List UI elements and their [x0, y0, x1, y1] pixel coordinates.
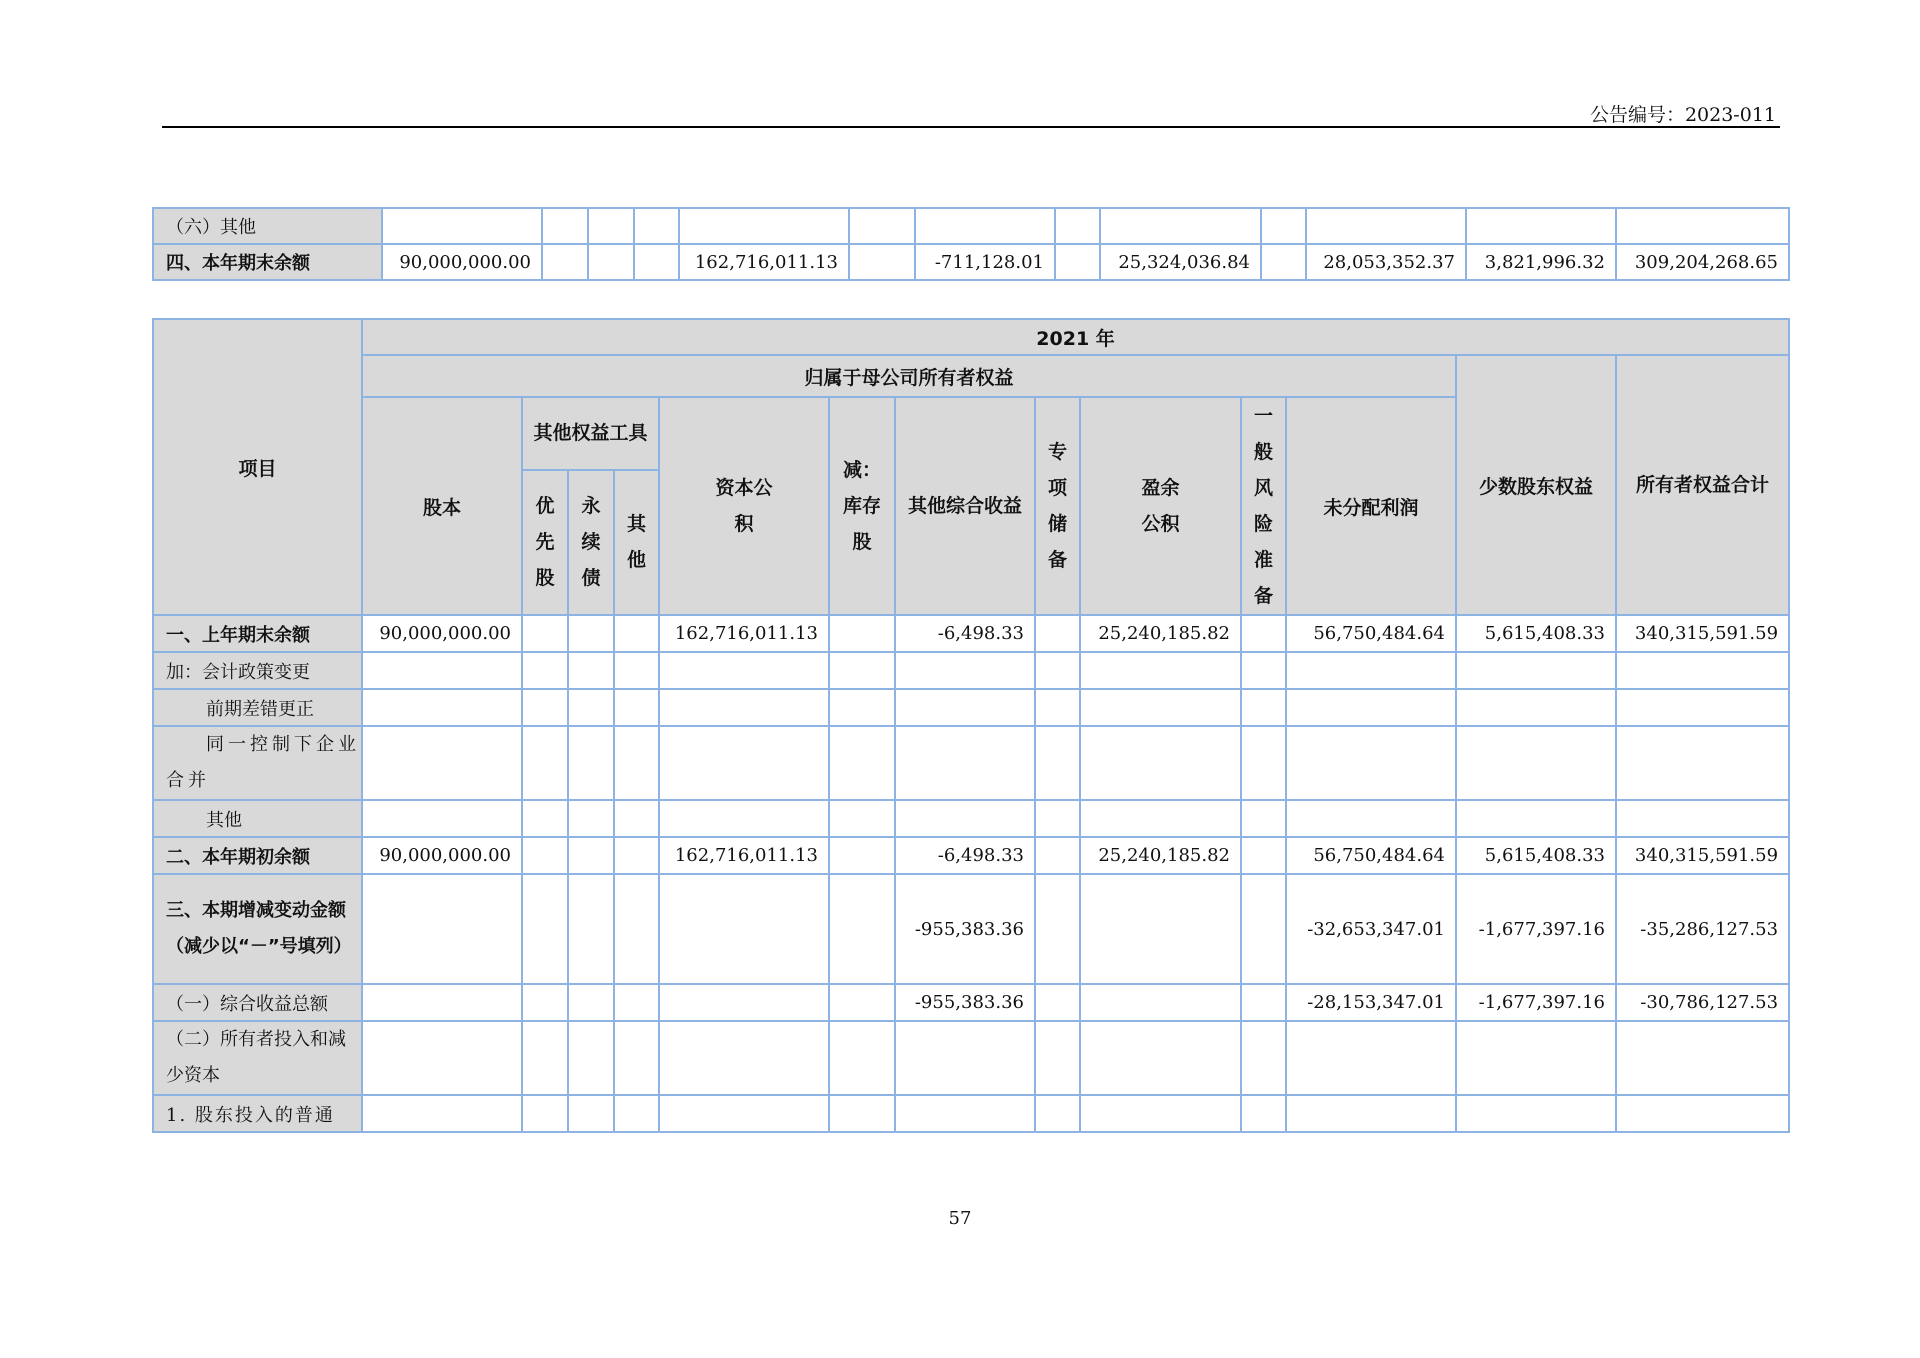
cell: [568, 874, 614, 984]
col-header-undistributed: 未分配利润: [1286, 397, 1456, 615]
cell: [829, 800, 895, 837]
equity-table-2021: [152, 318, 1790, 1133]
cell: 340,315,591.59: [1616, 837, 1789, 874]
year-header: 2021 年: [362, 319, 1789, 355]
cell: 5,615,408.33: [1456, 615, 1616, 652]
cell: [568, 800, 614, 837]
cell: [1035, 652, 1080, 689]
row-label: 四、本年期末余额: [153, 244, 382, 280]
cell: [362, 874, 522, 984]
cell: [1286, 689, 1456, 726]
cell: -711,128.01: [915, 244, 1055, 280]
cell: [1616, 689, 1789, 726]
cell: [1286, 1095, 1456, 1132]
cell: [1261, 208, 1306, 244]
col-header-capital-reserve: 资本公积: [659, 397, 829, 615]
cell: [829, 689, 895, 726]
cell: [362, 726, 522, 800]
col-header-preferred: 优先股: [522, 470, 568, 615]
row-label: 二、本年期初余额: [153, 837, 362, 874]
cell: [362, 689, 522, 726]
cell: [522, 1095, 568, 1132]
cell: [1080, 689, 1241, 726]
table-row: [153, 800, 1789, 837]
cell: [1286, 800, 1456, 837]
cell: [1456, 689, 1616, 726]
cell: [634, 244, 679, 280]
cell: [895, 652, 1035, 689]
cell: 90,000,000.00: [382, 244, 542, 280]
cell: [1035, 800, 1080, 837]
cell: [1035, 726, 1080, 800]
col-header-total: 所有者权益合计: [1616, 355, 1789, 615]
cell: [1241, 615, 1286, 652]
cell: [362, 1095, 522, 1132]
cell: [614, 984, 659, 1021]
cell: [568, 837, 614, 874]
cell: [362, 800, 522, 837]
cell: [1100, 208, 1261, 244]
cell: [849, 208, 915, 244]
table-row: [153, 874, 1789, 984]
cell: [568, 726, 614, 800]
cell: [1456, 1095, 1616, 1132]
cell: [829, 1095, 895, 1132]
cell: -1,677,397.16: [1456, 984, 1616, 1021]
cell: [614, 1095, 659, 1132]
cell: [1035, 874, 1080, 984]
cell: [895, 689, 1035, 726]
cell: [634, 208, 679, 244]
cell: 56,750,484.64: [1286, 837, 1456, 874]
cell: 25,240,185.82: [1080, 837, 1241, 874]
cell: 309,204,268.65: [1616, 244, 1789, 280]
cell: [659, 1021, 829, 1095]
cell: [659, 652, 829, 689]
cell: [588, 244, 634, 280]
cell: [614, 726, 659, 800]
cell: [1286, 652, 1456, 689]
col-header-oci: 其他综合收益: [895, 397, 1035, 615]
table-row: [153, 244, 1789, 280]
cell: [614, 615, 659, 652]
cell: [659, 689, 829, 726]
cell: 162,716,011.13: [659, 837, 829, 874]
table-row: [153, 837, 1789, 874]
cell: [522, 652, 568, 689]
col-header-other: 其他: [614, 470, 659, 615]
cell: [829, 652, 895, 689]
table-row: [153, 984, 1789, 1021]
cell: [1306, 208, 1466, 244]
cell: 25,324,036.84: [1100, 244, 1261, 280]
table-row: [153, 689, 1789, 726]
col-header-minority: 少数股东权益: [1456, 355, 1616, 615]
cell: [522, 689, 568, 726]
cell: [659, 1095, 829, 1132]
cell: [362, 984, 522, 1021]
col-header-share-capital: 股本: [362, 397, 522, 615]
cell: [588, 208, 634, 244]
cell: [1616, 726, 1789, 800]
cell: [679, 208, 849, 244]
cell: [829, 615, 895, 652]
cell: [382, 208, 542, 244]
table-row: [153, 652, 1789, 689]
row-label: 1. 股东投入的普通: [153, 1095, 362, 1132]
cell: 90,000,000.00: [362, 615, 522, 652]
cell: [1241, 1095, 1286, 1132]
cell: [1035, 837, 1080, 874]
cell: [1616, 1021, 1789, 1095]
row-label: （二）所有者投入和减少资本: [153, 1021, 362, 1095]
cell: [829, 874, 895, 984]
cell: [614, 652, 659, 689]
row-label: 三、本期增减变动金额（减少以“－”号填列）: [153, 874, 362, 984]
cell: [568, 689, 614, 726]
cell: [1035, 1095, 1080, 1132]
col-header-other-equity: 其他权益工具: [522, 397, 659, 470]
cell: -32,653,347.01: [1286, 874, 1456, 984]
cell: 162,716,011.13: [679, 244, 849, 280]
cell: [829, 837, 895, 874]
header-row-group: [153, 355, 1789, 397]
cell: [1080, 1021, 1241, 1095]
cell: [1241, 800, 1286, 837]
cell: 3,821,996.32: [1466, 244, 1616, 280]
cell: [659, 800, 829, 837]
cell: [1080, 726, 1241, 800]
cell: [1466, 208, 1616, 244]
row-label: 加：会计政策变更: [153, 652, 362, 689]
col-header-treasury: 减：库存股: [829, 397, 895, 615]
cell: [522, 874, 568, 984]
cell: [1035, 1021, 1080, 1095]
cell: [1080, 874, 1241, 984]
row-label: 一、上年期末余额: [153, 615, 362, 652]
col-header-item: 项目: [153, 319, 362, 615]
cell: [659, 874, 829, 984]
cell: [1241, 726, 1286, 800]
cell: [1035, 615, 1080, 652]
cell: [1286, 726, 1456, 800]
cell: [568, 984, 614, 1021]
table-row: [153, 208, 1789, 244]
cell: -955,383.36: [895, 984, 1035, 1021]
cell: [1055, 208, 1100, 244]
cell: [362, 652, 522, 689]
cell: [1241, 1021, 1286, 1095]
cell: [614, 689, 659, 726]
cell: 25,240,185.82: [1080, 615, 1241, 652]
header-rule: [162, 126, 1780, 128]
cell: [522, 726, 568, 800]
cell: [849, 244, 915, 280]
col-header-surplus-reserve: 盈余公积: [1080, 397, 1241, 615]
page-number: 57: [948, 1208, 972, 1229]
cell: [829, 726, 895, 800]
col-header-perpetual: 永续债: [568, 470, 614, 615]
cell: [659, 984, 829, 1021]
cell: -955,383.36: [895, 874, 1035, 984]
cell: [568, 615, 614, 652]
parent-equity-header: 归属于母公司所有者权益: [362, 355, 1456, 397]
cell: [659, 726, 829, 800]
cell: [362, 1021, 522, 1095]
cell: -30,786,127.53: [1616, 984, 1789, 1021]
cell: -6,498.33: [895, 615, 1035, 652]
cell: [522, 984, 568, 1021]
cell: [915, 208, 1055, 244]
cell: [1080, 652, 1241, 689]
cell: [568, 1021, 614, 1095]
cell: [614, 1021, 659, 1095]
table-row: [153, 726, 1789, 800]
cell: [522, 800, 568, 837]
cell: [522, 615, 568, 652]
cell: [1616, 652, 1789, 689]
cell: [1241, 837, 1286, 874]
cell: -35,286,127.53: [1616, 874, 1789, 984]
row-label: （六）其他: [153, 208, 382, 244]
cell: 28,053,352.37: [1306, 244, 1466, 280]
cell: [1616, 1095, 1789, 1132]
cell: [895, 800, 1035, 837]
row-label: 其他: [153, 800, 362, 837]
cell: [895, 726, 1035, 800]
row-label: 前期差错更正: [153, 689, 362, 726]
cell: [1080, 1095, 1241, 1132]
cell: [1241, 652, 1286, 689]
cell: [1035, 689, 1080, 726]
cell: [542, 244, 588, 280]
cell: [1241, 984, 1286, 1021]
cell: 162,716,011.13: [659, 615, 829, 652]
col-header-general-risk: 一般风险准备: [1241, 397, 1286, 615]
table-row: [153, 1021, 1789, 1095]
cell: -1,677,397.16: [1456, 874, 1616, 984]
cell: -28,153,347.01: [1286, 984, 1456, 1021]
cell: [1055, 244, 1100, 280]
row-label: 同一控制下企业合并: [153, 726, 362, 800]
cell: [1456, 1021, 1616, 1095]
table-row: [153, 1095, 1789, 1132]
cell: [1080, 984, 1241, 1021]
cell: [829, 1021, 895, 1095]
cell: [542, 208, 588, 244]
cell: 5,615,408.33: [1456, 837, 1616, 874]
cell: -6,498.33: [895, 837, 1035, 874]
cell: [1616, 800, 1789, 837]
cell: [522, 837, 568, 874]
cell: [1035, 984, 1080, 1021]
cell: [1080, 800, 1241, 837]
header-row-year: [153, 319, 1789, 355]
cell: 340,315,591.59: [1616, 615, 1789, 652]
cell: [1261, 244, 1306, 280]
cell: [568, 652, 614, 689]
cell: [568, 1095, 614, 1132]
cell: [1616, 208, 1789, 244]
cell: [1241, 689, 1286, 726]
cell: [614, 874, 659, 984]
cell: [829, 984, 895, 1021]
row-label: （一）综合收益总额: [153, 984, 362, 1021]
table-row: [153, 615, 1789, 652]
cell: [522, 1021, 568, 1095]
cell: [614, 800, 659, 837]
cell: 56,750,484.64: [1286, 615, 1456, 652]
cell: [1456, 800, 1616, 837]
cell: [895, 1095, 1035, 1132]
col-header-special-reserve: 专项储备: [1035, 397, 1080, 615]
cell: [614, 837, 659, 874]
announcement-code: 公告编号：2023-011: [1589, 104, 1776, 126]
cell: 90,000,000.00: [362, 837, 522, 874]
cell: [895, 1021, 1035, 1095]
cell: [1456, 726, 1616, 800]
cell: [1241, 874, 1286, 984]
equity-table-2022-continued: [152, 207, 1790, 281]
cell: [1286, 1021, 1456, 1095]
cell: [1456, 652, 1616, 689]
